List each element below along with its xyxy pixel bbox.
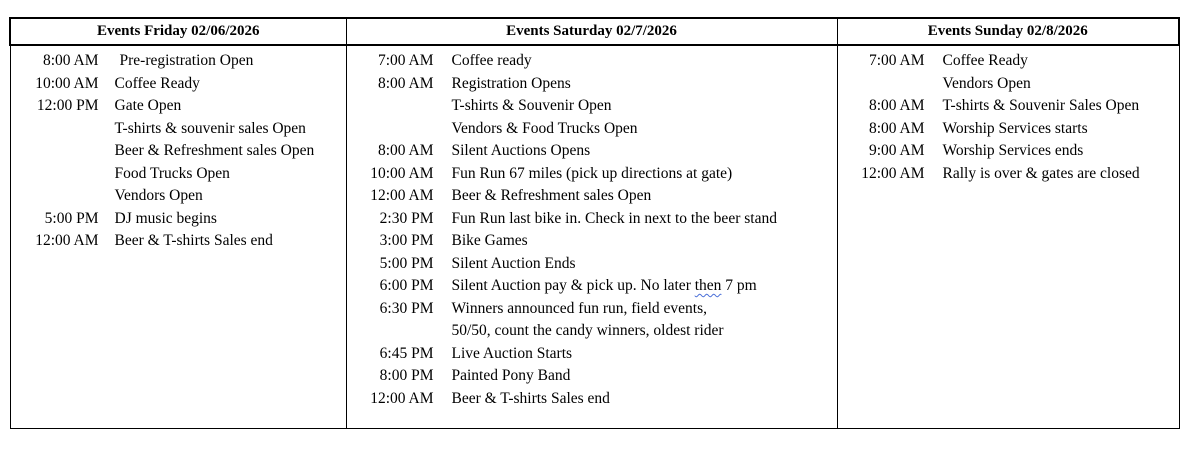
- schedule-entry: [11, 73, 346, 96]
- schedule-entry: [11, 50, 346, 73]
- schedule-entry: [347, 230, 837, 253]
- schedule-entry: [347, 118, 837, 141]
- event-time: 3:00 PM: [379, 232, 434, 249]
- event-name: Winners announced fun run, field events,: [451, 299, 707, 317]
- header-row: [10, 18, 1179, 45]
- schedule-entry: [11, 185, 346, 208]
- event-name: T-shirts & Souvenir Open: [451, 97, 612, 114]
- events-row: [10, 45, 1179, 429]
- schedule-entry: [347, 208, 837, 231]
- event-time: 5:00 PM: [379, 254, 434, 272]
- schedule-entry: [11, 95, 346, 118]
- sunday-events-cell: [837, 45, 1179, 429]
- schedule-entry: [347, 95, 837, 118]
- event-time: 8:00 PM: [379, 367, 434, 384]
- schedule-entry: [838, 140, 1179, 163]
- event-name: T-shirts & Souvenir Sales Open: [942, 97, 1140, 114]
- event-name: Gate Open: [114, 97, 182, 114]
- schedule-entry: [11, 140, 346, 163]
- event-time: 10:00 AM: [370, 164, 434, 182]
- event-time: 8:00 AM: [42, 52, 99, 69]
- event-name: Silent Auction Ends: [451, 254, 576, 272]
- event-time: 8:00 AM: [868, 97, 925, 114]
- event-time: 7:00 AM: [868, 52, 925, 69]
- schedule-entry: [11, 230, 346, 253]
- schedule-entry: [347, 50, 837, 73]
- event-name: Live Auction Starts: [451, 344, 573, 362]
- event-name: Bike Games: [451, 232, 528, 249]
- schedule-entry: [11, 118, 346, 141]
- schedule-entry: [347, 320, 837, 343]
- event-time: 12:00 AM: [370, 187, 434, 204]
- schedule-entry: [347, 365, 837, 388]
- schedule-entry: [347, 163, 837, 186]
- schedule-entry: [347, 388, 837, 411]
- event-name: Vendors Open: [942, 74, 1031, 92]
- event-time: 9:00 AM: [868, 142, 925, 159]
- event-name: Registration Opens: [451, 74, 571, 92]
- event-time: 10:00 AM: [35, 74, 99, 92]
- event-name: Beer & T-shirts Sales end: [114, 232, 273, 249]
- schedule-entry: [347, 140, 837, 163]
- event-name: Fun Run 67 miles (pick up directions at gate): [451, 164, 733, 182]
- saturday-events-cell: [346, 45, 837, 429]
- event-name: Beer & Refreshment sales Open: [451, 187, 652, 204]
- event-time: 2:30 PM: [379, 209, 434, 227]
- event-time: 12:00 PM: [36, 97, 99, 114]
- schedule-entry: [347, 185, 837, 208]
- schedule-entry: [838, 73, 1179, 96]
- event-name: 50/50, count the candy winners, oldest rider: [451, 322, 724, 339]
- schedule-entry: [347, 298, 837, 321]
- event-name: Fun Run last bike in. Check in next to the beer stand: [451, 209, 777, 227]
- event-name: Food Trucks Open: [114, 164, 230, 182]
- event-time: 8:00 AM: [868, 119, 925, 137]
- event-name: Beer & T-shirts Sales end: [451, 389, 610, 407]
- sunday-heading: Events Sunday 02/8/2026: [837, 18, 1179, 45]
- schedule-entry: [11, 163, 346, 186]
- event-name: Silent Auction pay & pick up. No later then 7 pm: [451, 277, 757, 294]
- event-time: 6:30 PM: [379, 299, 434, 317]
- event-name: Coffee ready: [451, 52, 532, 69]
- event-name: Vendors & Food Trucks Open: [451, 119, 638, 137]
- schedule-entry: [838, 95, 1179, 118]
- event-time: 7:00 AM: [377, 52, 434, 69]
- event-time: 5:00 PM: [44, 209, 99, 227]
- event-time: 8:00 AM: [377, 74, 434, 92]
- event-time: 8:00 AM: [377, 142, 434, 159]
- event-name: Silent Auctions Opens: [451, 142, 591, 159]
- event-name: DJ music begins: [114, 209, 217, 227]
- schedule-entry: [11, 208, 346, 231]
- event-name: T-shirts & souvenir sales Open: [114, 119, 306, 137]
- event-name: Rally is over & gates are closed: [942, 164, 1140, 182]
- event-name: Beer & Refreshment sales Open: [114, 142, 315, 159]
- event-name: Worship Services starts: [942, 119, 1088, 137]
- spellcheck-underline: then: [694, 277, 722, 294]
- schedule-entry: [347, 343, 837, 366]
- event-time: 12:00 AM: [35, 232, 99, 249]
- event-time: 6:00 PM: [379, 277, 434, 294]
- event-name: Coffee Ready: [942, 52, 1028, 69]
- event-name: Worship Services ends: [942, 142, 1084, 159]
- saturday-heading: Events Saturday 02/7/2026: [346, 18, 837, 45]
- event-time: 12:00 AM: [861, 164, 925, 182]
- event-name: Coffee Ready: [114, 74, 200, 92]
- schedule-entry: [347, 73, 837, 96]
- event-name: Vendors Open: [114, 187, 203, 204]
- event-name: Painted Pony Band: [451, 367, 571, 384]
- friday-events-cell: [10, 45, 346, 429]
- friday-heading: Events Friday 02/06/2026: [10, 18, 346, 45]
- event-time: 12:00 AM: [370, 389, 434, 407]
- event-time: 6:45 PM: [379, 344, 434, 362]
- schedule-entry: [347, 253, 837, 276]
- schedule-entry: [838, 50, 1179, 73]
- schedule-entry: [838, 163, 1179, 186]
- schedule-entry: [347, 275, 837, 298]
- events-schedule-table: [9, 17, 1180, 429]
- event-name: Pre-registration Open: [119, 52, 254, 69]
- schedule-entry: [838, 118, 1179, 141]
